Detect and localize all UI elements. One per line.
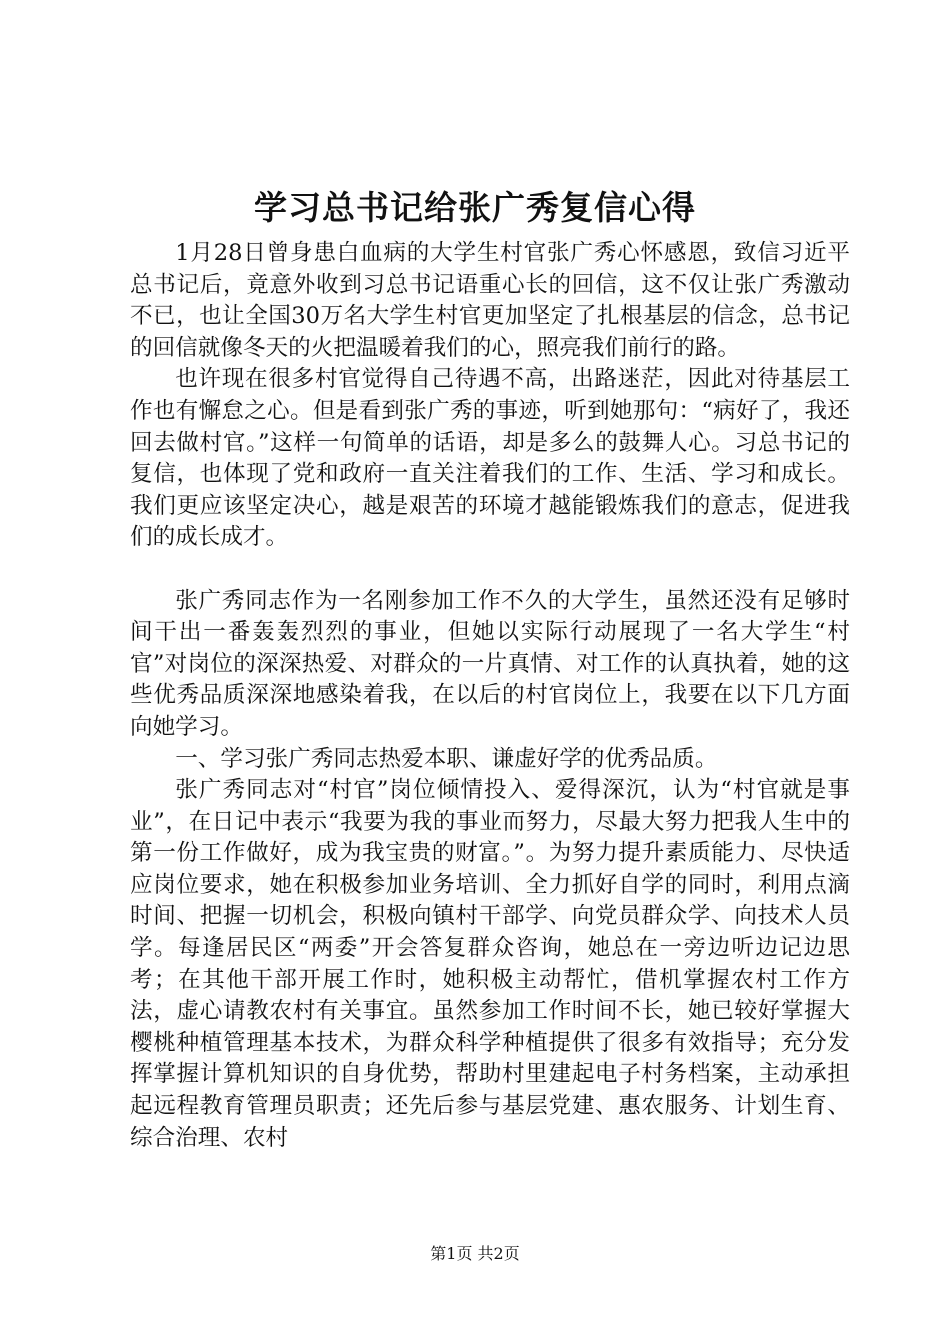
paragraph-2: 也许现在很多村官觉得自己待遇不高，出路迷茫，因此对待基层工作也有懈怠之心。但是看到张广秀的事迹，听到她那句：“病好了，我还回去做村官。”这样一句简单的话语，却是多么的鼓舞人心。习总书记的复信，也体现了党和政府一直关注着我们的工作、生活、学习和成长。我们更应该坚定决心，越是艰苦的环境才越能锻炼我们的意志，促进我们的成长成才。	[130, 366, 850, 551]
paragraph-1: 1月28日曾身患白血病的大学生村官张广秀心怀感恩，致信习近平总书记后，竟意外收到习总书记语重心长的回信，这不仅让张广秀激动不已，也让全国30万名大学生村官更加坚定了扎根基层的信念，总书记的回信就像冬天的火把温暖着我们的心，照亮我们前行的路。	[130, 240, 850, 361]
paragraph-3: 张广秀同志作为一名刚参加工作不久的大学生，虽然还没有足够时间干出一番轰轰烈烈的事业，但她以实际行动展现了一名大学生“村官”对岗位的深深热爱、对群众的一片真情、对工作的认真执着，她的这些优秀品质深深地感染着我，在以后的村官岗位上，我要在以下几方面向她学习。	[130, 587, 850, 740]
section-heading-1: 一、学习张广秀同志热爱本职、谦虚好学的优秀品质。	[175, 745, 718, 772]
page-footer: 第1页 共2页	[430, 1244, 520, 1263]
document-body	[130, 238, 850, 1154]
document-title: 学习总书记给张广秀复信心得	[254, 188, 696, 227]
paragraph-4: 张广秀同志对“村官”岗位倾情投入、爱得深沉，认为“村官就是事业”，在日记中表示“我要为我的事业而努力，尽最大努力把我人生中的第一份工作做好，成为我宝贵的财富。”。为努力提升素质能力、尽快适应岗位要求，她在积极参加业务培训、全力抓好自学的同时，利用点滴时间、把握一切机会，积极向镇村干部学、向党员群众学、向技术人员学。每逢居民区“两委”开会答复群众咨询，她总在一旁边听边记边思考；在其他干部开展工作时，她积极主动帮忙，借机掌握农村工作方法，虚心请教农村有关事宜。虽然参加工作时间不长，她已较好掌握大樱桃种植管理基本技术，为群众科学种植提供了很多有效指导；充分发挥掌握计算机知识的自身优势，帮助村里建起电子村务档案，主动承担起远程教育管理员职责；还先后参与基层党建、惠农服务、计划生育、综合治理、农村	[130, 777, 850, 1151]
